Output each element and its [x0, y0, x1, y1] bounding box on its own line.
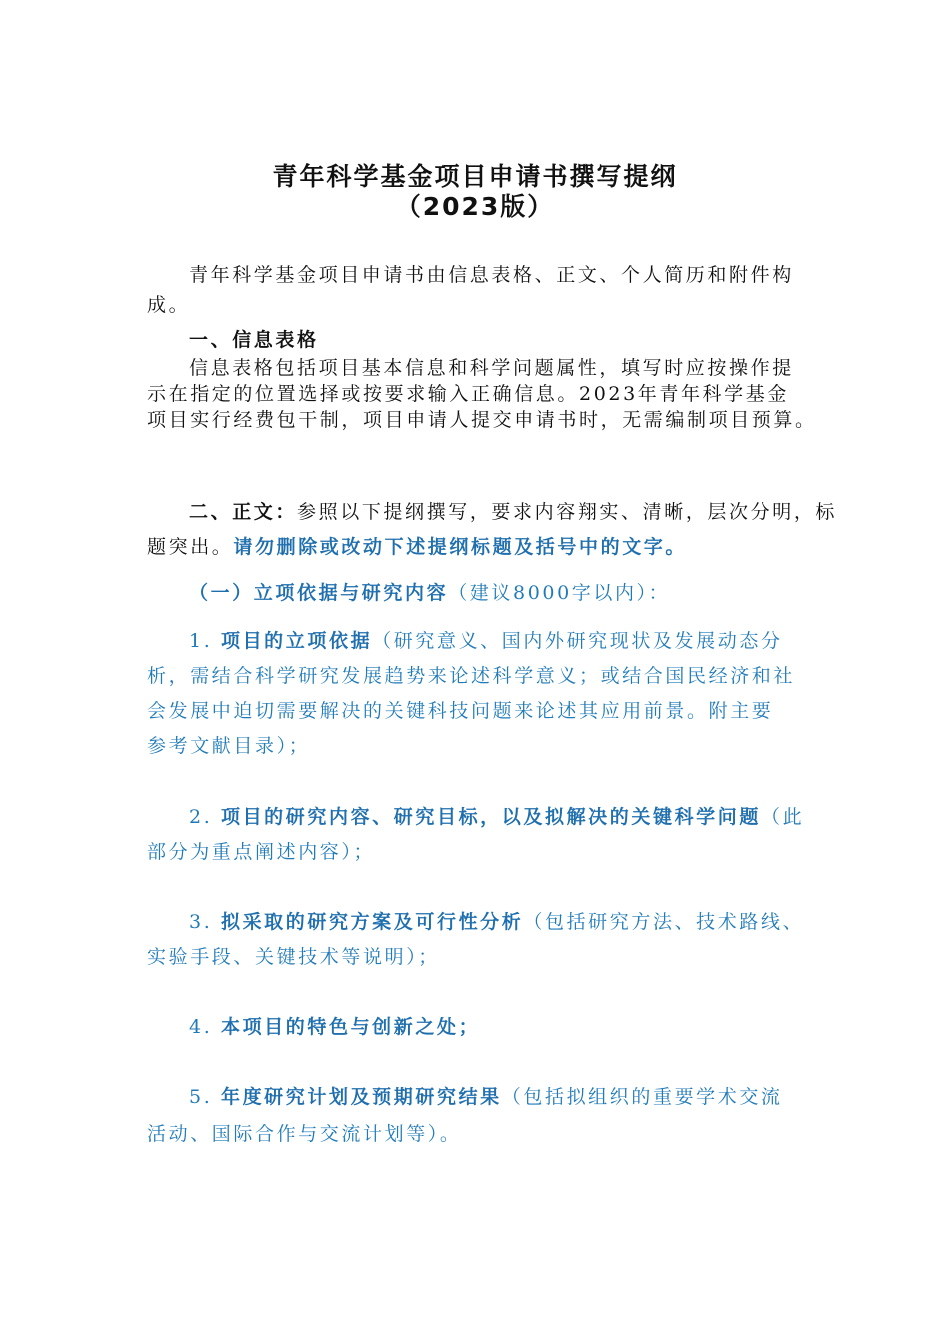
item-5-line-2: 活动、国际合作与交流计划等）。: [147, 1123, 462, 1145]
intro-line-2: 成。: [147, 294, 191, 316]
intro-line-1: 青年科学基金项目申请书由信息表格、正文、个人简历和附件构: [189, 264, 794, 286]
item-3-number: 3.: [189, 911, 213, 933]
item-1-title: 项目的立项依据: [220, 630, 373, 652]
item-1-line-3: 会发展中迫切需要解决的关键科技问题来论述其应用前景。附主要: [147, 700, 774, 722]
subsection-heading-note: （建议8000字以内）：: [448, 582, 671, 604]
section2-line2-text: 题突出。: [147, 536, 234, 558]
item-3-line-1: [189, 910, 849, 934]
section2-line-1: [189, 500, 849, 524]
item-2-title: 项目的研究内容、研究目标，以及拟解决的关键科学问题: [220, 806, 761, 828]
item-4-title: 本项目的特色与创新之处；: [220, 1016, 481, 1038]
section2-warning-note: 请勿删除或改动下述提纲标题及括号中的文字。: [233, 536, 688, 558]
item-5-note: （包括拟组织的重要学术交流: [501, 1086, 783, 1108]
subsection-heading-bold: （一）立项依据与研究内容: [189, 582, 449, 604]
item-2-line-1: [189, 805, 849, 829]
section1-heading: 一、信息表格: [189, 329, 319, 351]
item-1-line-4: 参考文献目录）；: [147, 735, 311, 757]
item-1-note: （研究意义、国内外研究现状及发展动态分: [372, 630, 783, 652]
item-3-note: （包括研究方法、技术路线、: [523, 911, 805, 933]
item-4-number: 4.: [189, 1016, 213, 1038]
item-4-line-1: [189, 1015, 849, 1039]
document-subtitle: （2023版）: [395, 192, 555, 221]
item-5-number: 5.: [189, 1086, 213, 1108]
section2-heading: 二、正文：: [189, 501, 298, 523]
section2-line-2: [147, 535, 807, 559]
section2-line1-text: 参照以下提纲撰写，要求内容翔实、清晰，层次分明，标: [297, 501, 838, 523]
item-2-line-2: 部分为重点阐述内容）；: [147, 841, 376, 863]
document-title: 青年科学基金项目申请书撰写提纲: [272, 162, 678, 191]
item-3-line-2: 实验手段、关键技术等说明）；: [147, 946, 440, 968]
item-1-line-1: [189, 629, 849, 653]
item-1-line-2: 析，需结合科学研究发展趋势来论述科学意义；或结合国民经济和社: [147, 665, 796, 687]
subsection-heading: [189, 581, 849, 605]
item-2-note: （此: [760, 806, 805, 828]
item-2-number: 2.: [189, 806, 213, 828]
section1-line-1: 信息表格包括项目基本信息和科学问题属性，填写时应按操作提: [189, 357, 794, 379]
item-5-line-1: [189, 1085, 849, 1109]
section1-line-3: 项目实行经费包干制，项目申请人提交申请书时，无需编制项目预算。: [147, 409, 817, 431]
item-5-title: 年度研究计划及预期研究结果: [220, 1086, 502, 1108]
item-1-number: 1.: [189, 630, 213, 652]
item-3-title: 拟采取的研究方案及可行性分析: [220, 911, 524, 933]
section1-line-2: 示在指定的位置选择或按要求输入正确信息。2023年青年科学基金: [147, 383, 789, 405]
